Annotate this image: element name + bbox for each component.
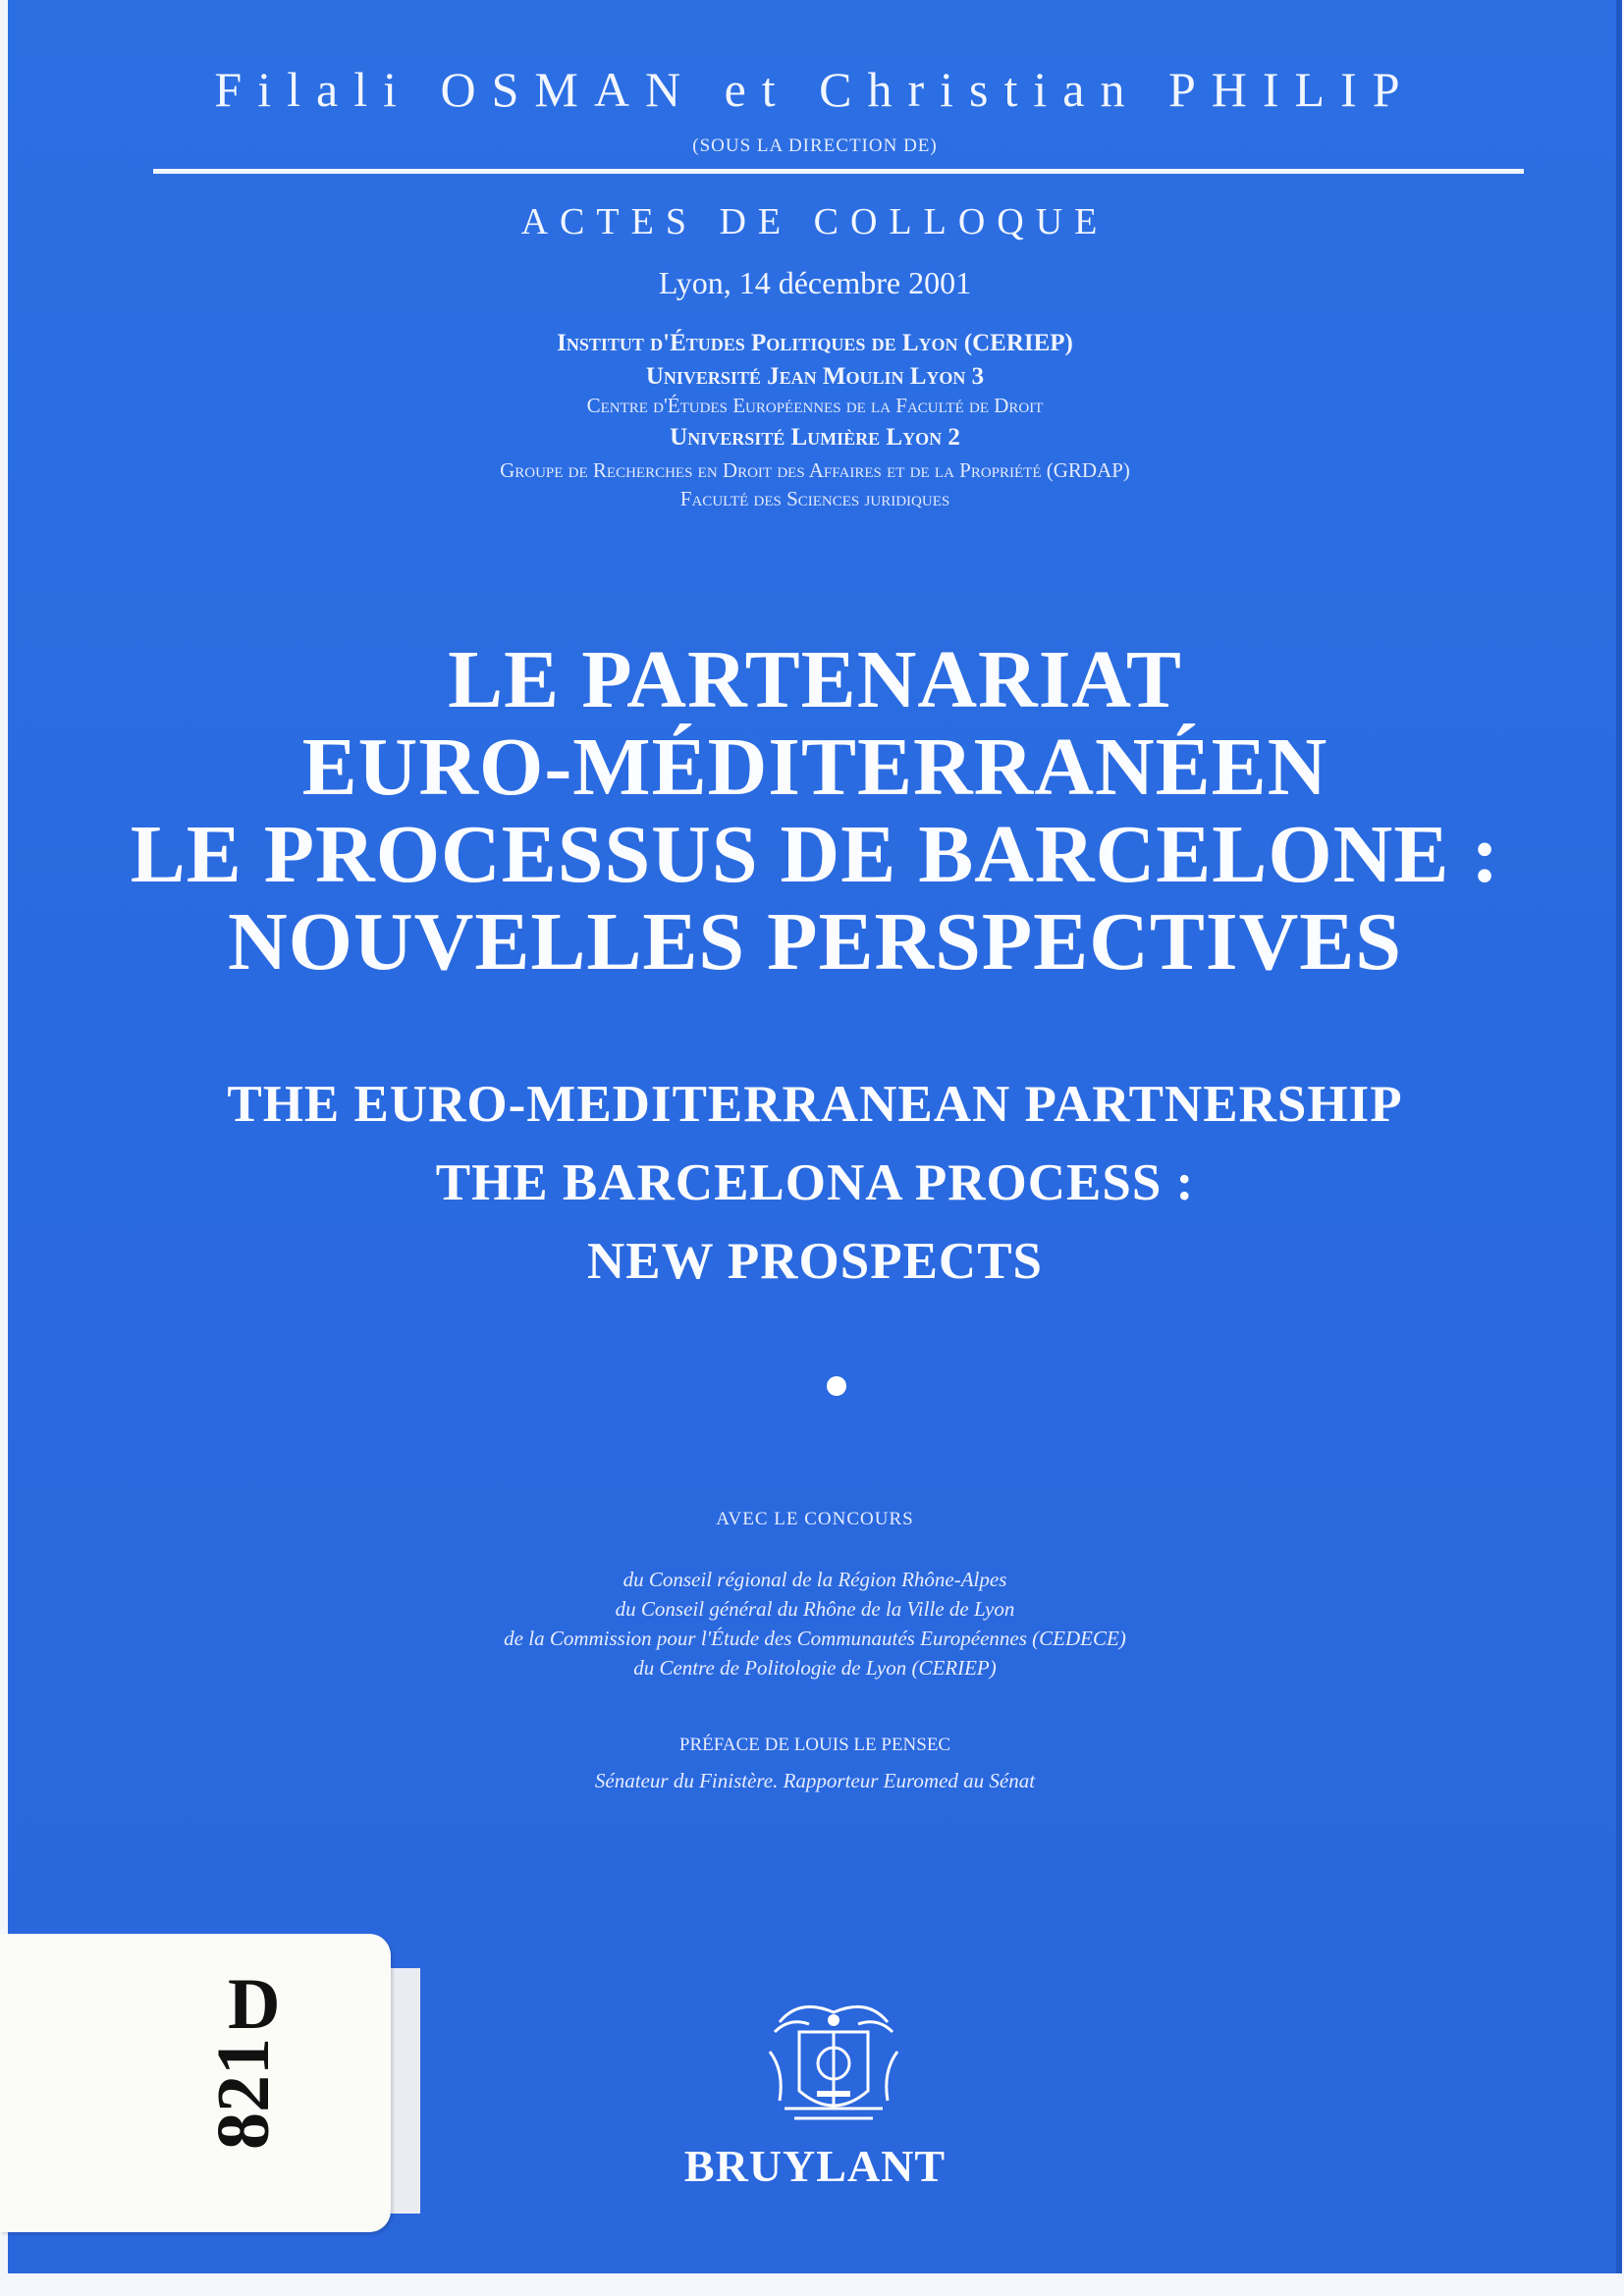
title-french-line: EURO-MÉDITERRANÉEN bbox=[301, 721, 1328, 813]
title-english-line: THE BARCELONA PROCESS : bbox=[435, 1154, 1195, 1211]
series-label: ACTES DE COLLOQUE bbox=[520, 201, 1110, 242]
supporter-line: du Centre de Politologie de Lyon (CERIEP) bbox=[633, 1656, 997, 1680]
support-heading: AVEC LE CONCOURS bbox=[716, 1509, 914, 1529]
label-number: 821 bbox=[202, 2038, 285, 2150]
institution-3: Centre d'Études Européennes de la Faculté de Droit bbox=[586, 394, 1044, 417]
title-english-line: NEW PROSPECTS bbox=[586, 1233, 1044, 1290]
title-english-line: THE EURO-MEDITERRANEAN PARTNERSHIP bbox=[227, 1076, 1403, 1133]
label-tab bbox=[391, 1968, 420, 2214]
institution-1: Institut d'Études Politiques de Lyon (CERIEP) bbox=[557, 330, 1073, 356]
institution-4: Université Lumière Lyon 2 bbox=[670, 424, 960, 451]
authors: Filali OSMAN et Christian PHILIP bbox=[214, 62, 1416, 117]
institution-2: Université Jean Moulin Lyon 3 bbox=[645, 363, 985, 390]
title-french-line: LE PROCESSUS DE BARCELONE : bbox=[130, 809, 1500, 900]
bullet-dot bbox=[827, 1376, 846, 1396]
institution-5: Groupe de Recherches en Droit des Affaires et de la Propriété (GRDAP) bbox=[500, 458, 1130, 482]
book-cover bbox=[8, 0, 1622, 2273]
label-letter: D bbox=[228, 1964, 281, 2045]
supporter-line: du Conseil régional de la Région Rhône-Alpes bbox=[623, 1568, 1007, 1591]
institution-6: Faculté des Sciences juridiques bbox=[679, 487, 950, 510]
title-french-line: NOUVELLES PERSPECTIVES bbox=[228, 896, 1402, 988]
supporter-line: de la Commission pour l'Étude des Communautés Européennes (CEDECE) bbox=[504, 1627, 1126, 1650]
publisher-name: BRUYLANT bbox=[683, 2141, 947, 2191]
supporters-list bbox=[8, 1565, 1622, 1682]
preface-role: Sénateur du Finistère. Rapporteur Euromed au Sénat bbox=[594, 1769, 1036, 1792]
colloquium-date: Lyon, 14 décembre 2001 bbox=[658, 265, 972, 300]
direction-note: (SOUS LA DIRECTION DE) bbox=[692, 135, 938, 156]
bruylant-emblem-icon bbox=[760, 1993, 907, 2130]
title-french bbox=[8, 636, 1622, 986]
title-french-line: LE PARTENARIAT bbox=[448, 634, 1182, 725]
header-rule bbox=[153, 169, 1524, 174]
preface-line: PRÉFACE DE LOUIS LE PENSEC bbox=[678, 1735, 951, 1755]
supporter-line: du Conseil général du Rhône de la Ville de Lyon bbox=[615, 1597, 1015, 1621]
title-english bbox=[8, 1065, 1622, 1301]
library-label bbox=[0, 1934, 391, 2232]
